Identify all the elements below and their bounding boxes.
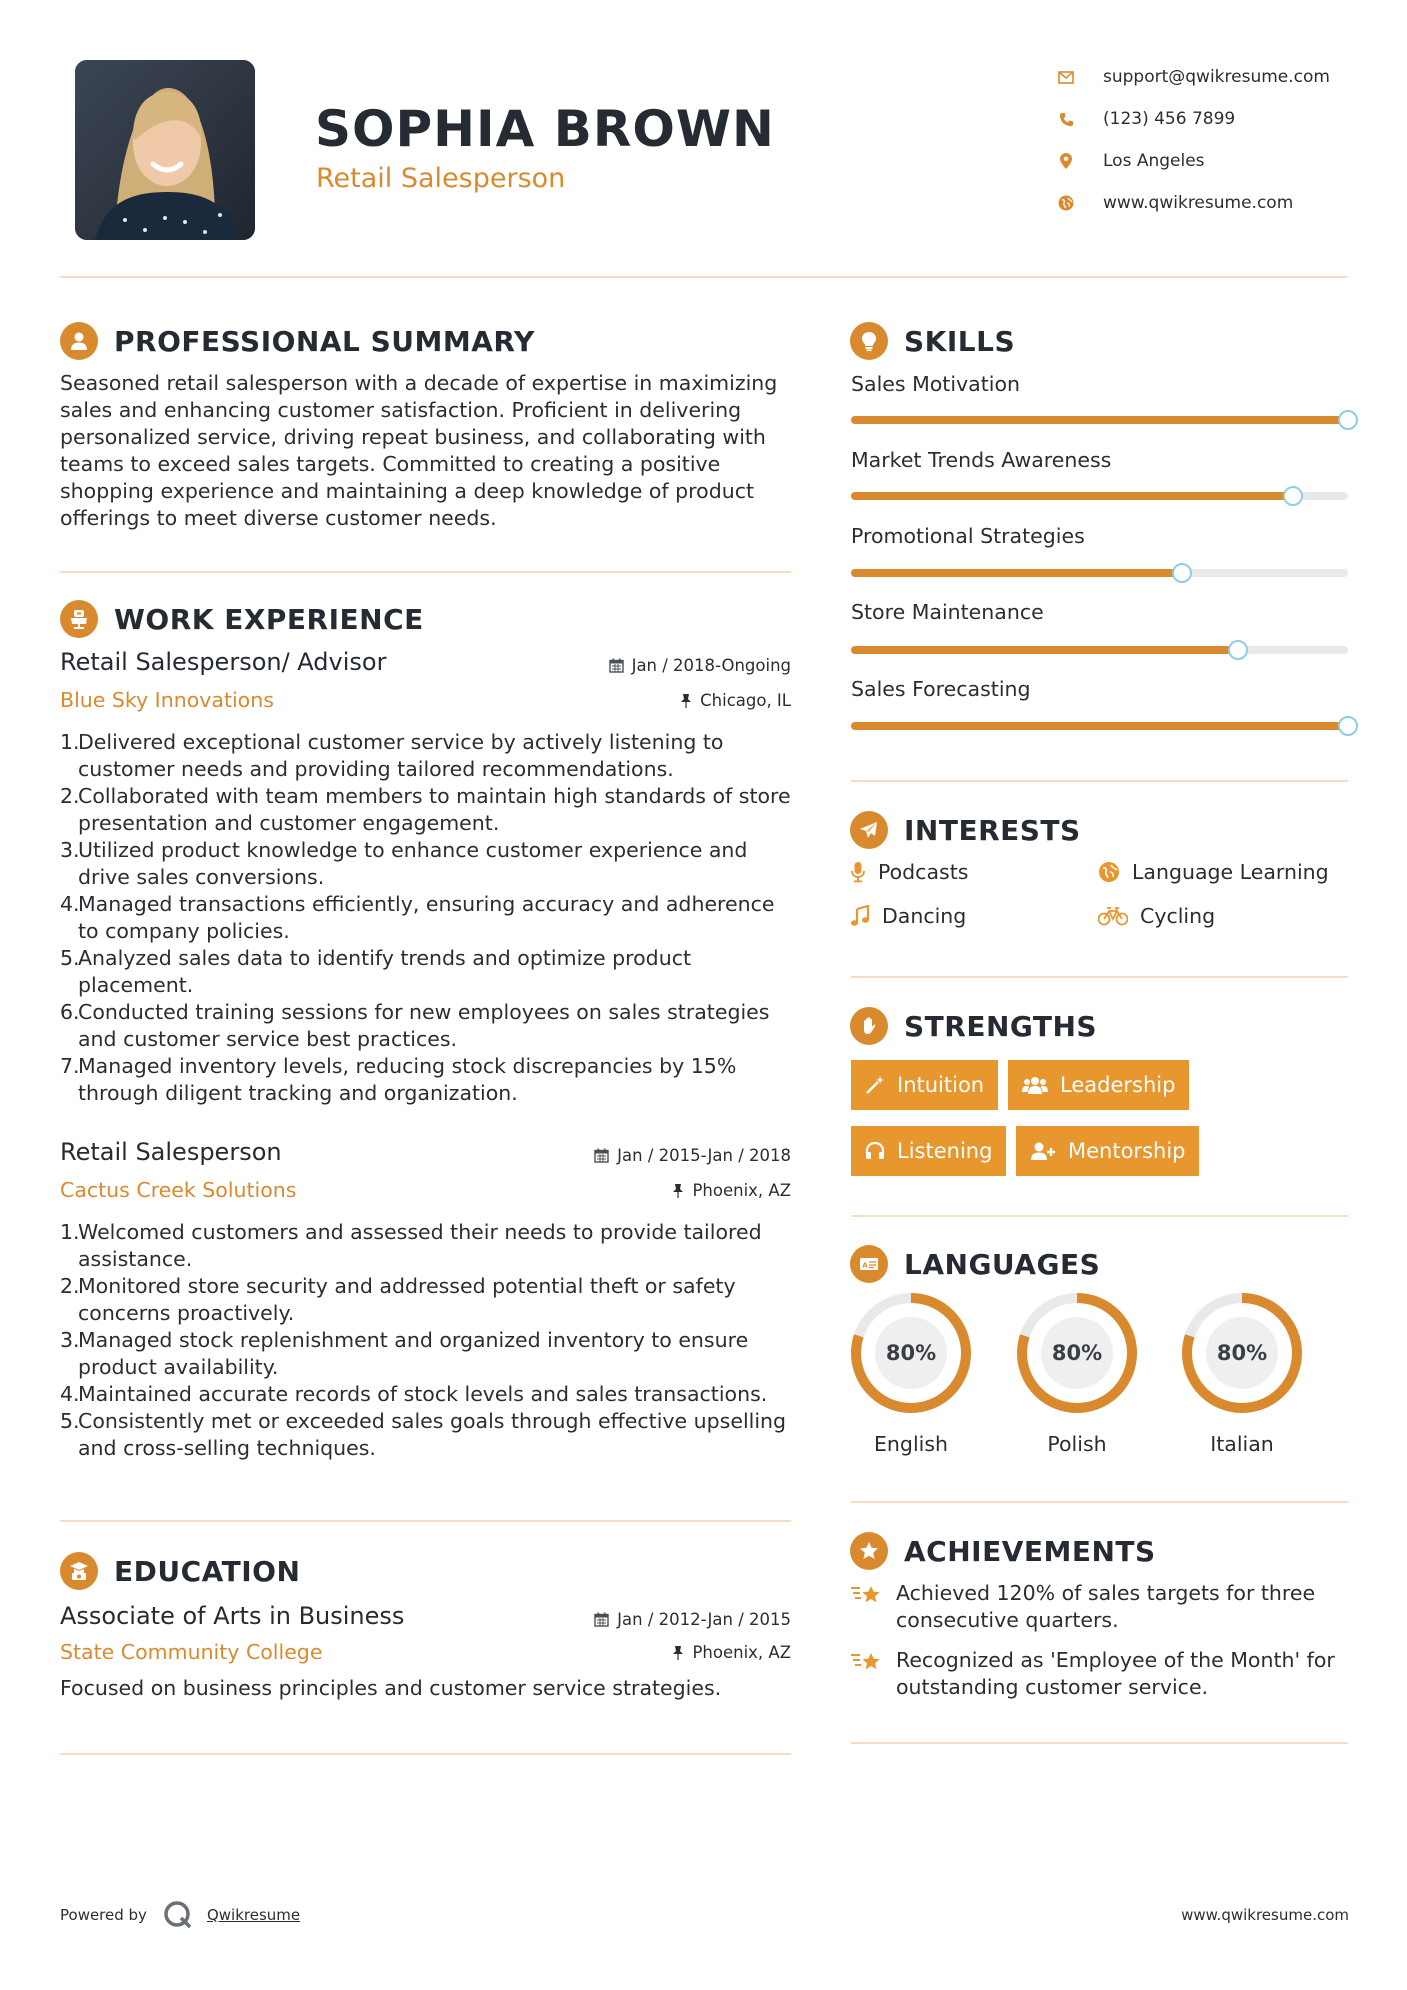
work-heading-text: WORK EXPERIENCE: [114, 602, 424, 636]
calendar-icon: [609, 658, 624, 673]
skill-label: Market Trends Awareness: [851, 448, 1112, 472]
skill-bar: [851, 569, 1348, 577]
lightbulb-icon: [850, 322, 888, 360]
list-item: 1. Welcomed customers and assessed their needs to provide tailored assistance.: [60, 1220, 762, 1271]
achievements-heading: [850, 1532, 1156, 1570]
achievements-heading-text: ACHIEVEMENTS: [904, 1534, 1156, 1568]
skills-heading-text: SKILLS: [904, 324, 1016, 358]
achievement-text: Achieved 120% of sales targets for three consecutive quarters.: [896, 1581, 1316, 1632]
summary-heading-text: PROFESSIONAL SUMMARY: [114, 324, 535, 358]
magic-wand-icon: [865, 1075, 885, 1095]
interest-cycling: [1098, 904, 1215, 928]
skill-bar-handle: [1228, 640, 1248, 660]
language-name: Italian: [1210, 1432, 1274, 1456]
degree-title: Associate of Arts in Business: [60, 1602, 405, 1630]
list-item: 2. Monitored store security and addressed potential theft or safety concerns proactively.: [60, 1274, 736, 1325]
language-name: English: [873, 1432, 949, 1456]
job-1-location: [540, 691, 791, 710]
skill-bar: [851, 416, 1348, 424]
qwikresume-logo-icon: [163, 1900, 193, 1930]
interest-label: Dancing: [882, 904, 967, 928]
language-progress-ring: [1016, 1292, 1138, 1414]
footer-brand-link[interactable]: Qwikresume: [206, 1906, 301, 1924]
languages-heading: [850, 1245, 1100, 1283]
work-heading: [60, 600, 424, 638]
contact-email-text: support@qwikresume.com: [1103, 67, 1330, 87]
skill-bar-fill: [851, 569, 1182, 577]
skill-bar-fill: [851, 492, 1293, 500]
globe-icon: [1098, 861, 1120, 883]
strength-label: Intuition: [897, 1073, 985, 1097]
interests-heading: [850, 811, 1081, 849]
profile-photo: [75, 60, 255, 240]
header-divider: [60, 276, 1347, 278]
education-dates-text: Jan / 2012-Jan / 2015: [617, 1610, 791, 1629]
interests-heading-text: INTERESTS: [904, 813, 1081, 847]
skill-bar-handle: [1283, 486, 1303, 506]
summary-divider: [60, 571, 791, 573]
job-2-title: Retail Salesperson: [60, 1138, 282, 1166]
language-progress-ring: [1181, 1292, 1303, 1414]
language-progress-ring: [850, 1292, 972, 1414]
svg-text:A: A: [862, 1261, 868, 1270]
job-1-title: Retail Salesperson/ Advisor: [60, 648, 387, 676]
users-icon: [1022, 1075, 1048, 1095]
interest-label: Language Learning: [1132, 860, 1329, 884]
summary-heading: [60, 322, 535, 360]
contact-website[interactable]: [1055, 182, 1330, 224]
interest-label: Podcasts: [878, 860, 969, 884]
candidate-name: SOPHIA BROWN: [315, 100, 775, 158]
briefcase-icon: [60, 600, 98, 638]
skill-label: Sales Motivation: [851, 372, 1021, 396]
skill-bar-fill: [851, 722, 1348, 730]
shooting-star-icon: [850, 1647, 884, 1675]
job-2-dates: [540, 1146, 791, 1165]
achievements-divider: [851, 1742, 1348, 1744]
interest-podcasts: [850, 860, 968, 884]
language-percent: 80%: [1051, 1341, 1103, 1365]
education-heading-text: EDUCATION: [114, 1554, 301, 1588]
phone-icon: [1055, 108, 1077, 130]
education-location-text: Phoenix, AZ: [692, 1643, 791, 1662]
user-icon: [60, 322, 98, 360]
candidate-role: Retail Salesperson: [316, 163, 566, 194]
powered-by-text: Powered by: [60, 1906, 147, 1924]
skills-divider: [851, 780, 1348, 782]
skill-label: Promotional Strategies: [851, 524, 1085, 548]
job-2-company: Cactus Creek Solutions: [60, 1178, 297, 1202]
achievement-text: Recognized as 'Employee of the Month' for outstanding customer service.: [896, 1648, 1335, 1699]
contact-email[interactable]: [1055, 56, 1330, 98]
pushpin-icon: [672, 1183, 684, 1198]
microphone-icon: [850, 861, 866, 883]
map-pin-icon: [1055, 150, 1077, 172]
job-2-location-text: Phoenix, AZ: [692, 1181, 791, 1200]
skill-bar: [851, 492, 1348, 500]
languages-heading-text: LANGUAGES: [904, 1247, 1101, 1281]
envelope-icon: [1055, 66, 1077, 88]
strength-tag-leadership: [1008, 1060, 1189, 1110]
strength-tag-listening: [851, 1126, 1006, 1176]
job-1-dates-text: Jan / 2018-Ongoing: [631, 656, 791, 675]
footer-powered-by: [60, 1900, 300, 1930]
summary-text: Seasoned retail salesperson with a decade of expertise in maximizing sales and enhancing customer satisfaction. Proficient in delivering personalized service, driving repeat business, and collaborating with teams to exceed sales targets. Committed to creating a positive shopping experience and maintaining a deep knowledge of product offerings to meet diverse customer needs.: [60, 371, 778, 530]
list-item: 6. Conducted training sessions for new employees on sales strategies and customer service best practices.: [60, 1000, 770, 1051]
calendar-icon: [594, 1612, 609, 1627]
job-1-dates: [540, 656, 791, 675]
list-item: 7. Managed inventory levels, reducing stock discrepancies by 15% through diligent tracking and organization.: [60, 1054, 737, 1105]
star-badge-icon: [850, 1532, 888, 1570]
language-name: Polish: [1047, 1432, 1107, 1456]
headphones-icon: [865, 1141, 885, 1161]
list-item: 3. Utilized product knowledge to enhance customer experience and drive sales conversions.: [60, 838, 748, 889]
contact-website-text: www.qwikresume.com: [1103, 193, 1294, 213]
job-1-duties: [60, 729, 795, 1107]
languages-divider: [851, 1501, 1348, 1503]
shooting-star-icon: [850, 1580, 884, 1608]
list-item: 4. Managed transactions efficiently, ensuring accuracy and adherence to company policies.: [60, 892, 775, 943]
education-dates: [540, 1610, 791, 1629]
list-item: 2. Collaborated with team members to maintain high standards of store presentation and customer engagement.: [60, 784, 791, 835]
strengths-heading-text: STRENGTHS: [904, 1009, 1098, 1043]
contact-phone[interactable]: [1055, 98, 1330, 140]
education-text: Focused on business principles and customer service strategies.: [60, 1676, 722, 1700]
list-item: 1. Delivered exceptional customer service by actively listening to customer needs and providing tailored recommendations.: [60, 730, 724, 781]
education-divider: [60, 1753, 791, 1755]
list-item: 5. Analyzed sales data to identify trends and optimize product placement.: [60, 946, 691, 997]
bicycle-icon: [1098, 906, 1128, 926]
globe-icon: [1055, 192, 1077, 214]
education-heading: [60, 1552, 300, 1590]
strength-label: Leadership: [1060, 1073, 1176, 1097]
strengths-divider: [851, 1215, 1348, 1217]
language-card-icon: [850, 1245, 888, 1283]
job-1-company: Blue Sky Innovations: [60, 688, 274, 712]
contact-location: [1055, 140, 1330, 182]
language-percent: 80%: [1216, 1341, 1268, 1365]
list-item: 4. Maintained accurate records of stock levels and sales transactions.: [60, 1382, 768, 1406]
contact-phone-text: (123) 456 7899: [1103, 109, 1236, 129]
skill-label: Sales Forecasting: [851, 677, 1031, 701]
strength-label: Listening: [897, 1139, 993, 1163]
job-2-duties: [60, 1219, 795, 1462]
skill-bar-handle: [1338, 716, 1358, 736]
skill-bar-fill: [851, 416, 1348, 424]
achievement-item: [850, 1580, 1348, 1634]
list-item: 3. Managed stock replenishment and organized inventory to ensure product availability.: [60, 1328, 749, 1379]
skill-label: Store Maintenance: [851, 600, 1044, 624]
language-italian: [1181, 1292, 1303, 1456]
skill-bar-fill: [851, 646, 1238, 654]
calendar-icon: [594, 1148, 609, 1163]
footer-url[interactable]: www.qwikresume.com: [1181, 1906, 1349, 1924]
contact-location-text: Los Angeles: [1103, 151, 1205, 171]
language-percent: 80%: [885, 1341, 937, 1365]
strength-tag-intuition: [851, 1060, 998, 1110]
work-divider: [60, 1520, 791, 1522]
user-plus-icon: [1030, 1141, 1056, 1161]
contact-list: [1055, 56, 1330, 224]
pushpin-icon: [672, 1645, 684, 1660]
interest-language-learning: [1098, 860, 1329, 884]
language-english: [850, 1292, 972, 1456]
hand-icon: [850, 1007, 888, 1045]
strength-tag-mentorship: [1016, 1126, 1199, 1176]
job-2-location: [540, 1181, 791, 1200]
skills-heading: [850, 322, 1015, 360]
pushpin-icon: [680, 693, 692, 708]
education-location: [540, 1643, 791, 1662]
language-polish: [1016, 1292, 1138, 1456]
job-1-location-text: Chicago, IL: [700, 691, 791, 710]
achievement-item: [850, 1647, 1348, 1701]
skill-bar-handle: [1338, 410, 1358, 430]
school-name: State Community College: [60, 1640, 323, 1664]
list-item: 5. Consistently met or exceeded sales goals through effective upselling and cross-selling techniques.: [60, 1409, 787, 1460]
strengths-heading: [850, 1007, 1097, 1045]
interests-divider: [851, 976, 1348, 978]
skill-bar: [851, 646, 1348, 654]
music-note-icon: [850, 905, 870, 927]
paper-plane-icon: [850, 811, 888, 849]
skill-bar-handle: [1172, 563, 1192, 583]
interest-dancing: [850, 904, 966, 928]
interest-label: Cycling: [1140, 904, 1216, 928]
strength-label: Mentorship: [1068, 1139, 1186, 1163]
graduate-icon: [60, 1552, 98, 1590]
skill-bar: [851, 722, 1348, 730]
job-2-dates-text: Jan / 2015-Jan / 2018: [617, 1146, 791, 1165]
